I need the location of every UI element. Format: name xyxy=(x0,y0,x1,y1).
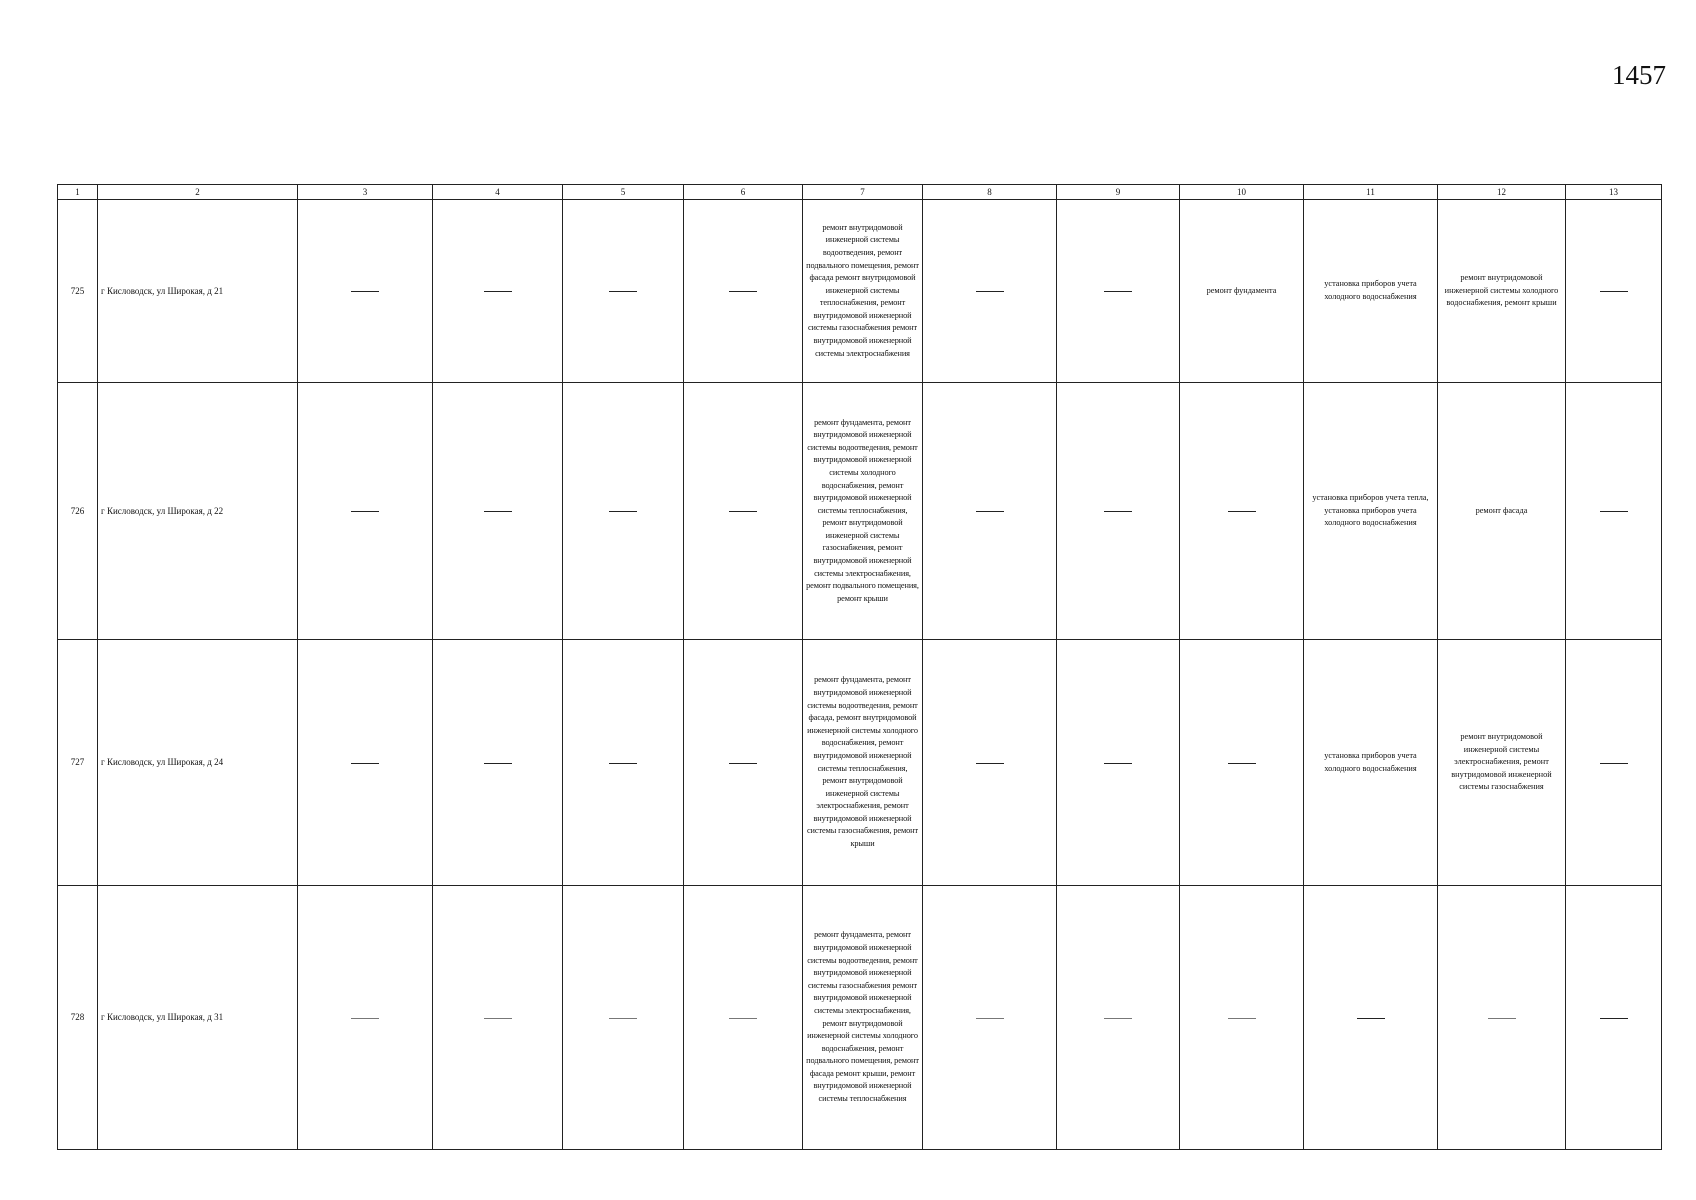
empty-cell xyxy=(563,640,684,886)
works-list-cell: ремонт фундамента, ремонт внутридомовой инженерной системы водоотведения, ремонт внутридомовой инженерной системы газоснабжения ремонт внутридомовой инженерной системы электроснабжения, ремонт внутридомовой инженерной системы холодного водоснабжения, ремонт подвального помещения, ремонт фасада ремонт крыши, ремонт внутридомовой инженерной системы теплоснабжения xyxy=(803,886,923,1150)
empty-cell xyxy=(1304,886,1438,1150)
col-header-4: 4 xyxy=(433,185,563,200)
row-number: 727 xyxy=(58,640,98,886)
table-row xyxy=(58,886,1662,1150)
dash-mark xyxy=(609,763,637,764)
col-header-9: 9 xyxy=(1057,185,1180,200)
col11-cell: установка приборов учета холодного водоснабжения xyxy=(1304,640,1438,886)
col-header-3: 3 xyxy=(298,185,433,200)
empty-cell xyxy=(298,383,433,640)
empty-cell xyxy=(1057,200,1180,383)
empty-cell xyxy=(433,383,563,640)
dash-mark xyxy=(484,291,512,292)
row-address: г Кисловодск, ул Широкая, д 22 xyxy=(98,383,298,640)
row-address: г Кисловодск, ул Широкая, д 31 xyxy=(98,886,298,1150)
empty-cell xyxy=(684,200,803,383)
empty-cell xyxy=(684,886,803,1150)
works-list-cell: ремонт фундамента, ремонт внутридомовой инженерной системы водоотведения, ремонт фасада, ремонт внутридомовой инженерной системы холодного водоснабжения, ремонт внутридомовой инженерной системы теплоснабжения, ремонт внутридомовой инженерной системы электроснабжения, ремонт внутридомовой инженерной системы газоснабжения, ремонт крыши xyxy=(803,640,923,886)
empty-cell xyxy=(298,200,433,383)
empty-cell xyxy=(298,640,433,886)
col-header-7: 7 xyxy=(803,185,923,200)
row-address: г Кисловодск, ул Широкая, д 24 xyxy=(98,640,298,886)
col-header-8: 8 xyxy=(923,185,1057,200)
empty-cell xyxy=(1566,886,1662,1150)
col-header-11: 11 xyxy=(1304,185,1438,200)
works-list-cell: ремонт внутридомовой инженерной системы водоотведения, ремонт подвального помещения, ремонт фасада ремонт внутридомовой инженерной системы теплоснабжения, ремонт внутридомовой инженерной системы газоснабжения ремонт внутридомовой инженерной системы электроснабжения xyxy=(803,200,923,383)
empty-cell xyxy=(563,200,684,383)
empty-cell xyxy=(298,886,433,1150)
dash-mark xyxy=(1357,1018,1385,1019)
table-row xyxy=(58,640,1662,886)
empty-cell xyxy=(923,640,1057,886)
col12-cell: ремонт внутридомовой инженерной системы электроснабжения, ремонт внутридомовой инженерной системы газоснабжения xyxy=(1438,640,1566,886)
empty-cell xyxy=(1566,383,1662,640)
dash-mark xyxy=(1488,1018,1516,1019)
dash-mark xyxy=(351,763,379,764)
dash-mark xyxy=(1228,511,1256,512)
column-number-row xyxy=(58,185,1662,200)
dash-mark xyxy=(609,291,637,292)
dash-mark xyxy=(1228,1018,1256,1019)
dash-mark xyxy=(609,1018,637,1019)
works-list-cell: ремонт фундамента, ремонт внутридомовой инженерной системы водоотведения, ремонт внутридомовой инженерной системы холодного водоснабжения, ремонт внутридомовой инженерной системы теплоснабжения, ремонт внутридомовой инженерной системы газоснабжения, ремонт внутридомовой инженерной системы электроснабжения, ремонт подвального помещения, ремонт крыши xyxy=(803,383,923,640)
col-header-10: 10 xyxy=(1180,185,1304,200)
dash-mark xyxy=(1104,291,1132,292)
dash-mark xyxy=(729,511,757,512)
dash-mark xyxy=(351,291,379,292)
page-number: 1457 xyxy=(1612,60,1666,90)
empty-cell xyxy=(433,200,563,383)
row-address: г Кисловодск, ул Широкая, д 21 xyxy=(98,200,298,383)
col-header-13: 13 xyxy=(1566,185,1662,200)
empty-cell xyxy=(1438,886,1566,1150)
dash-mark xyxy=(1600,511,1628,512)
dash-mark xyxy=(1104,1018,1132,1019)
col-header-6: 6 xyxy=(684,185,803,200)
dash-mark xyxy=(484,511,512,512)
dash-mark xyxy=(484,763,512,764)
dash-mark xyxy=(976,763,1004,764)
empty-cell xyxy=(923,200,1057,383)
dash-mark xyxy=(976,511,1004,512)
dash-mark xyxy=(1104,763,1132,764)
dash-mark xyxy=(1228,763,1256,764)
empty-cell xyxy=(684,640,803,886)
col-header-12: 12 xyxy=(1438,185,1566,200)
dash-mark xyxy=(1600,1018,1628,1019)
dash-mark xyxy=(1600,291,1628,292)
empty-cell xyxy=(1566,640,1662,886)
empty-cell xyxy=(1180,383,1304,640)
col-header-2: 2 xyxy=(98,185,298,200)
row-number: 728 xyxy=(58,886,98,1150)
dash-mark xyxy=(484,1018,512,1019)
table-row xyxy=(58,200,1662,383)
capital-repair-table xyxy=(57,184,1662,1150)
dash-mark xyxy=(729,291,757,292)
dash-mark xyxy=(1600,763,1628,764)
empty-cell xyxy=(563,886,684,1150)
dash-mark xyxy=(1104,511,1132,512)
dash-mark xyxy=(976,1018,1004,1019)
empty-cell xyxy=(1057,886,1180,1150)
col11-cell: установка приборов учета тепла, установка приборов учета холодного водоснабжения xyxy=(1304,383,1438,640)
col10-cell: ремонт фундамента xyxy=(1180,200,1304,383)
empty-cell xyxy=(684,383,803,640)
table-row xyxy=(58,383,1662,640)
col12-cell: ремонт внутридомовой инженерной системы холодного водоснабжения, ремонт крыши xyxy=(1438,200,1566,383)
col-header-1: 1 xyxy=(58,185,98,200)
dash-mark xyxy=(729,1018,757,1019)
dash-mark xyxy=(351,1018,379,1019)
row-number: 725 xyxy=(58,200,98,383)
col11-cell: установка приборов учета холодного водоснабжения xyxy=(1304,200,1438,383)
row-number: 726 xyxy=(58,383,98,640)
empty-cell xyxy=(433,886,563,1150)
empty-cell xyxy=(1566,200,1662,383)
col12-cell: ремонт фасада xyxy=(1438,383,1566,640)
dash-mark xyxy=(351,511,379,512)
empty-cell xyxy=(1057,383,1180,640)
empty-cell xyxy=(923,383,1057,640)
empty-cell xyxy=(1180,886,1304,1150)
dash-mark xyxy=(976,291,1004,292)
empty-cell xyxy=(923,886,1057,1150)
empty-cell xyxy=(1057,640,1180,886)
empty-cell xyxy=(433,640,563,886)
col-header-5: 5 xyxy=(563,185,684,200)
dash-mark xyxy=(609,511,637,512)
dash-mark xyxy=(729,763,757,764)
empty-cell xyxy=(1180,640,1304,886)
empty-cell xyxy=(563,383,684,640)
